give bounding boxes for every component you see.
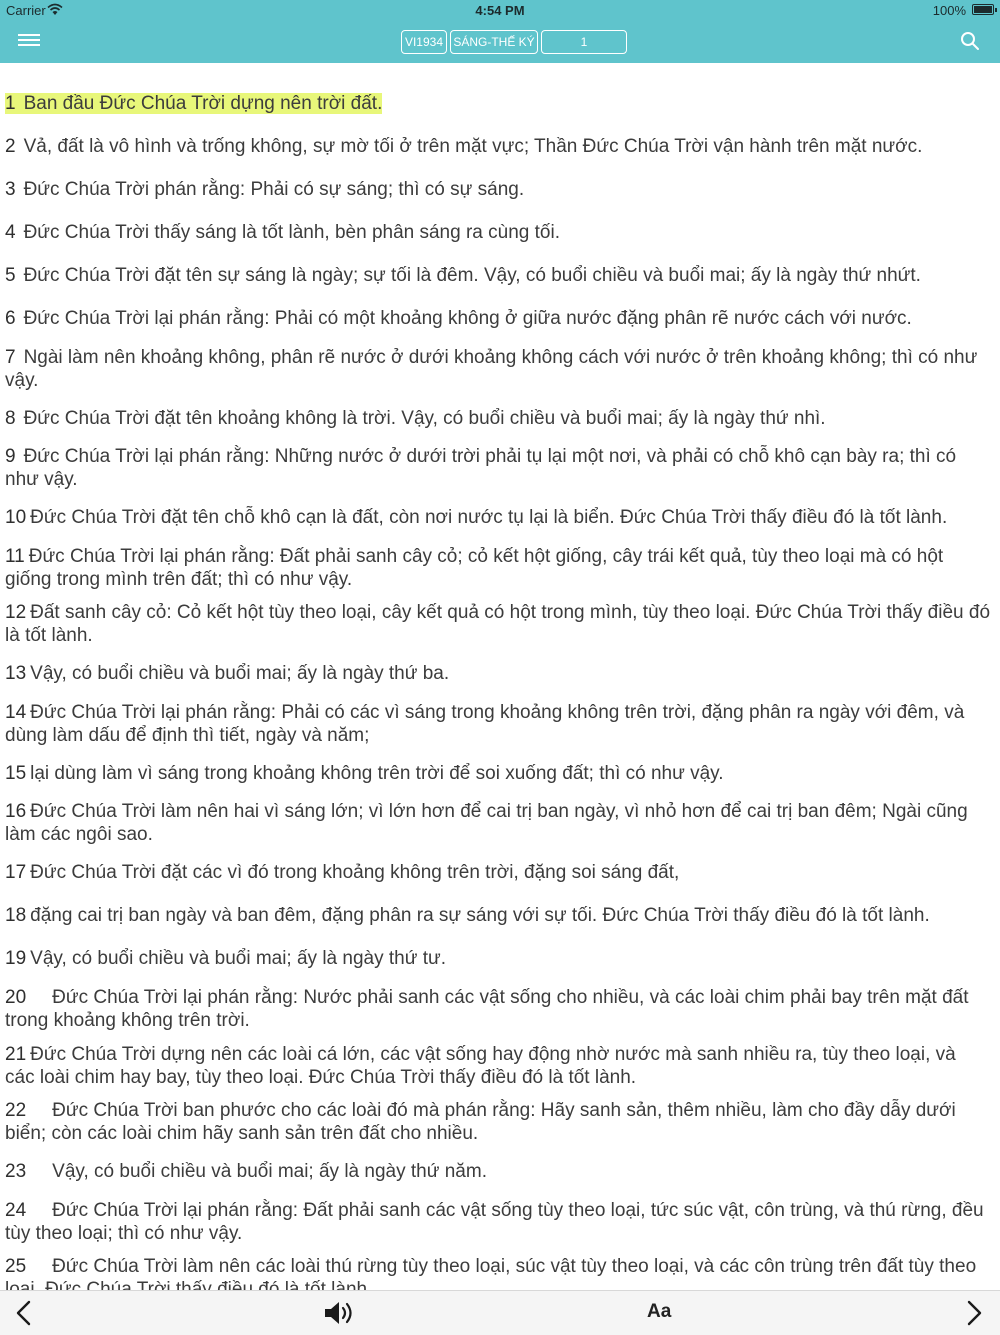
verse-number: 22 [5, 1100, 27, 1121]
verse-number: 17 [5, 862, 27, 883]
verse-number: 2 [5, 136, 16, 157]
verse[interactable] [5, 92, 990, 115]
verse[interactable] [5, 947, 990, 970]
verse-number: 19 [5, 948, 27, 969]
verse[interactable] [5, 221, 990, 244]
verse[interactable] [5, 762, 990, 785]
hamburger-line [18, 44, 40, 46]
verse[interactable] [5, 346, 990, 392]
verse-number: 20 [5, 987, 27, 1008]
verse-text: Đức Chúa Trời lại phán rằng: Phải có các vì sáng trong khoảng không trên trời, đặng phân ra ngày với đêm, và dùng làm dấu để định thì tiết, ngày và năm; [5, 702, 965, 746]
verse-text: lại dùng làm vì sáng trong khoảng không trên trời để soi xuống đất; thì có như vậy. [30, 763, 724, 784]
verse-number: 8 [5, 408, 16, 429]
verse[interactable] [5, 445, 990, 491]
verse-number: 10 [5, 507, 27, 528]
verse[interactable] [5, 601, 990, 647]
verse[interactable] [5, 701, 990, 747]
verse-number: 9 [5, 446, 16, 467]
verse-number: 4 [5, 222, 16, 243]
verse-number: 16 [5, 801, 27, 822]
verse-number: 14 [5, 702, 27, 723]
verse-text: Đức Chúa Trời lại phán rằng: Nước phải sanh các vật sống cho nhiều, và các loài chim phải bay trên mặt đất trong khoảng không trên trời. [5, 987, 969, 1031]
verse-number: 15 [5, 763, 27, 784]
version-button[interactable]: VI1934 [401, 30, 447, 54]
hamburger-line [18, 34, 40, 36]
status-bar [0, 0, 1000, 20]
reference-selector [401, 30, 630, 54]
verse-number: 6 [5, 308, 16, 329]
verse-text: Ban đầu Đức Chúa Trời dựng nên trời đất. [23, 93, 383, 114]
nav-bar [0, 20, 1000, 63]
verse[interactable] [5, 1099, 990, 1145]
verse-number: 25 [5, 1256, 27, 1277]
verse[interactable] [5, 307, 990, 330]
verse-number: 5 [5, 265, 16, 286]
verse-number: 18 [5, 905, 27, 926]
verse[interactable] [5, 1160, 990, 1183]
chevron-right-icon[interactable] [962, 1299, 986, 1327]
verse-number: 23 [5, 1161, 27, 1182]
verse[interactable] [5, 861, 990, 884]
verse-text: Vả, đất là vô hình và trống không, sự mờ tối ở trên mặt vực; Thần Đức Chúa Trời vận hành trên mặt nước. [23, 136, 923, 157]
verse-text: Vậy, có buổi chiều và buổi mai; ấy là ngày thứ tư. [30, 948, 447, 969]
verse-text: Vậy, có buổi chiều và buổi mai; ấy là ngày thứ năm. [52, 1161, 487, 1182]
chevron-left-icon[interactable] [12, 1299, 36, 1327]
hamburger-line [18, 39, 40, 41]
verse-text: Đức Chúa Trời lại phán rằng: Đất phải sanh cây cỏ; cỏ kết hột giống, cây trái kết quả, tùy theo loại mà có hột giống trong mình trên đất; thì có như vậy. [5, 546, 944, 590]
book-button[interactable]: SÁNG-THẾ KÝ [450, 30, 538, 54]
verse[interactable] [5, 264, 990, 287]
verse-text: Đức Chúa Trời làm nên hai vì sáng lớn; vì lớn hơn để cai trị ban ngày, vì nhỏ hơn để cai trị ban đêm; Ngài cũng làm các ngôi sao. [5, 801, 968, 845]
verse-number: 11 [5, 546, 25, 567]
verse-text: Đức Chúa Trời đặt tên chỗ khô cạn là đất, còn nơi nước tụ lại là biển. Đức Chúa Trời thấy điều đó là tốt lành. [30, 507, 948, 528]
verse[interactable] [5, 800, 990, 846]
verse[interactable] [5, 904, 990, 927]
verse[interactable] [5, 135, 990, 158]
verse-highlight [5, 93, 382, 114]
verse[interactable] [5, 506, 990, 529]
verse-number: 21 [5, 1044, 27, 1065]
verse-text: Đức Chúa Trời phán rằng: Phải có sự sáng; thì có sự sáng. [23, 179, 525, 200]
verse[interactable] [5, 1043, 990, 1089]
bottom-toolbar [0, 1290, 1000, 1335]
verse-text: Ngài làm nên khoảng không, phân rẽ nước ở dưới khoảng không cách với nước ở trên khoảng không; thì có như vậy. [5, 347, 978, 391]
verse[interactable] [5, 545, 990, 591]
verse-text: Đức Chúa Trời làm nên các loài thú rừng tùy theo loại, súc vật tùy theo loại, và các côn trùng trên đất tùy theo [52, 1256, 977, 1277]
verse-text: Đức Chúa Trời ban phước cho các loài đó mà phán rằng: Hãy sanh sản, thêm nhiều, làm cho đầy dẫy dưới biển; còn các loài chim hãy sanh sản trên đất cho nhiều. [5, 1100, 956, 1144]
verse[interactable] [5, 1199, 990, 1245]
verse-text: Đức Chúa Trời lại phán rằng: Phải có một khoảng không ở giữa nước đặng phân rẽ nước cách với nước. [23, 308, 912, 329]
verse-number: 1 [5, 93, 16, 114]
verse[interactable] [5, 986, 990, 1032]
speaker-icon[interactable] [322, 1299, 356, 1327]
verse-text: Đức Chúa Trời thấy sáng là tốt lành, bèn phân sáng ra cùng tối. [23, 222, 560, 243]
verse[interactable] [5, 407, 990, 430]
font-size-button[interactable]: Aa [647, 1301, 672, 1322]
chapter-button[interactable]: 1 [541, 30, 627, 54]
verse-text: Đức Chúa Trời dựng nên các loài cá lớn, các vật sống hay động nhờ nước mà sanh nhiều ra, tùy theo loại, và các loài chim hay bay, tùy theo loại. Đức Chúa Trời thấy điều đó là tốt lành. [5, 1044, 956, 1088]
verse-number: 12 [5, 602, 27, 623]
carrier-label: Carrier [6, 3, 46, 18]
verse-text: Đức Chúa Trời đặt các vì đó trong khoảng không trên trời, đặng soi sáng đất, [30, 862, 680, 883]
verse-text: Đất sanh cây cỏ: Cỏ kết hột tùy theo loại, cây kết quả có hột trong mình, tùy theo loại. Đức Chúa Trời thấy điều đó là tốt lành. [5, 602, 991, 646]
verse-text: Đức Chúa Trời lại phán rằng: Những nước ở dưới trời phải tụ lại một nơi, và phải có chỗ khô cạn bày ra; thì có như vậy. [5, 446, 957, 490]
verse-number: 13 [5, 663, 27, 684]
clock: 4:54 PM [475, 3, 525, 18]
verse-text: đặng cai trị ban ngày và ban đêm, đặng phân ra sự sáng với sự tối. Đức Chúa Trời thấy điều đó là tốt lành. [30, 905, 930, 926]
verse-text: Vậy, có buổi chiều và buổi mai; ấy là ngày thứ ba. [30, 663, 450, 684]
menu-button[interactable] [18, 31, 40, 51]
verse[interactable] [5, 178, 990, 201]
verse[interactable] [5, 662, 990, 685]
verse-text: Đức Chúa Trời đặt tên khoảng không là trời. Vậy, có buổi chiều và buổi mai; ấy là ngày thứ nhì. [23, 408, 826, 429]
battery-percentage: 100% [932, 3, 966, 18]
verse-text: Đức Chúa Trời đặt tên sự sáng là ngày; sự tối là đêm. Vậy, có buổi chiều và buổi mai; ấy là ngày thứ nhứt. [23, 265, 921, 286]
verse-number: 7 [5, 347, 16, 368]
verse-number: 3 [5, 179, 16, 200]
chapter-text [0, 63, 1000, 1289]
verse-text: Đức Chúa Trời lại phán rằng: Đất phải sanh các vật sống tùy theo loại, tức súc vật, côn trùng, và thú rừng, đều tùy theo loại; thì có như vậy. [5, 1200, 984, 1244]
search-icon[interactable] [960, 31, 980, 51]
battery-icon [972, 4, 994, 15]
verse-number: 24 [5, 1200, 27, 1221]
